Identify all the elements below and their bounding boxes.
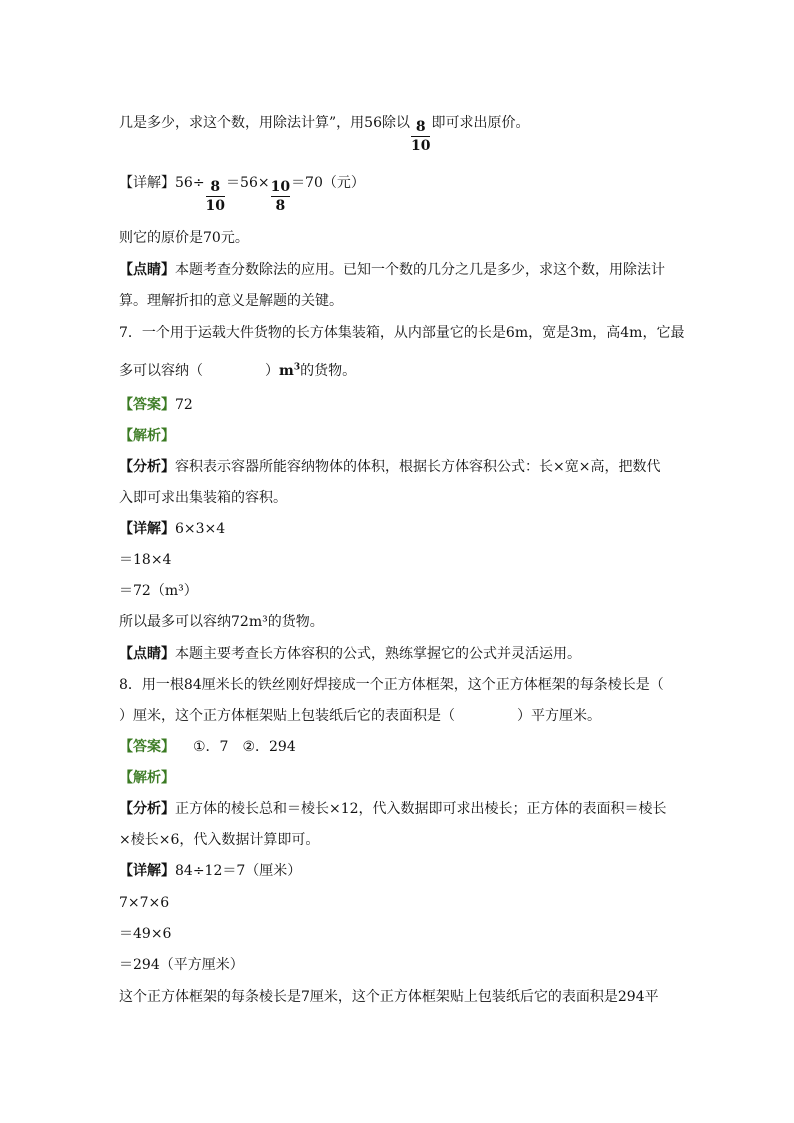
q7-unit-base: m [279, 363, 294, 379]
fraction-bar [271, 196, 290, 197]
detail6-fraction1 [206, 179, 225, 214]
q7-line2-a: 多可以容纳（ [119, 363, 203, 379]
q8-line2 [119, 707, 601, 725]
fraction-bar [206, 196, 225, 197]
fraction-numerator: 8 [210, 179, 221, 195]
comment6-line1 [119, 261, 665, 279]
q8-line2-a: ）厘米，这个正方体框架贴上包装纸后它的表面积是（ [119, 708, 455, 724]
q8-fenxi-text1: 正方体的棱长总和＝棱长×12，代入数据即可求出棱长；正方体的表面积＝棱长 [175, 801, 667, 817]
detail6-part1: 56÷ [175, 175, 205, 191]
q7-calc2: ＝18×4 [119, 552, 172, 568]
detail6-part3: ＝70（元） [291, 175, 365, 191]
q8-analysis-label: 【解析】 [119, 770, 175, 786]
q7-line2-c: 的货物。 [300, 363, 357, 379]
q8-analysis-line [119, 769, 175, 787]
q8-calc1: 84÷12＝7（厘米） [175, 863, 302, 879]
fraction-denominator: 10 [205, 198, 226, 214]
detail6-part2: ＝56× [226, 175, 270, 191]
q7-detail-line [119, 520, 225, 538]
q7-fenxi-text1: 容积表示容器所能容纳物体的体积，根据长方体容积公式：长×宽×高，把数代 [175, 459, 661, 475]
q7-line2-b: ） [265, 363, 279, 379]
comment6-label: 【点睛】 [119, 262, 175, 278]
q7-comment: 本题主要考查长方体容积的公式，熟练掌握它的公式并灵活运用。 [175, 646, 581, 662]
q8-line1: 8．用一根84厘米长的铁丝刚好焊接成一个正方体框架，这个正方体框架的每条棱长是（ [119, 677, 664, 693]
q8-answer-label: 【答案】 [119, 739, 175, 755]
q7-analysis-label: 【解析】 [119, 428, 175, 444]
q7-analysis-line [119, 427, 175, 445]
q7-line1: 7．一个用于运载大件货物的长方体集装箱，从内部量它的长是6m，宽是3m，高4m，它最 [119, 325, 685, 341]
q8-calc3: ＝49×6 [119, 926, 172, 942]
fraction-denominator: 10 [410, 138, 431, 154]
intro-line [119, 114, 529, 154]
fraction-denominator: 8 [275, 198, 286, 214]
detail6-fraction2 [271, 179, 290, 214]
q7-conclusion: 所以最多可以容纳72m³的货物。 [119, 614, 324, 630]
q8-detail-line [119, 862, 301, 880]
q7-unit [279, 363, 300, 379]
q7-answer-line [119, 396, 193, 414]
conclusion6: 则它的原价是70元。 [119, 230, 249, 246]
fraction-bar [411, 136, 430, 137]
q7-fenxi-line2: 入即可求出集装箱的容积。 [119, 490, 287, 506]
q7-comment-line [119, 645, 581, 663]
detail6-label: 【详解】 [119, 175, 175, 191]
q7-answer: 72 [175, 397, 193, 413]
q8-calc2: 7×7×6 [119, 895, 170, 911]
comment6-text1: 本题考查分数除法的应用。已知一个数的几分之几是多少，求这个数，用除法计 [175, 262, 665, 278]
q8-answer-line [119, 738, 296, 756]
q7-calc1: 6×3×4 [175, 521, 226, 537]
q8-calc4: ＝294（平方厘米） [119, 957, 244, 973]
intro-text-after: 即可求出原价。 [431, 115, 530, 131]
q8-answer: ①．7 ②．294 [193, 739, 296, 755]
q7-fenxi-line1 [119, 458, 660, 476]
q8-line2-b: ）平方厘米。 [517, 708, 601, 724]
q8-fenxi-line2: ×棱长×6，代入数据计算即可。 [119, 832, 320, 848]
q8-fenxi-label: 【分析】 [119, 801, 175, 817]
comment6-line2: 算。理解折扣的意义是解题的关键。 [119, 293, 343, 309]
detail6-line [119, 174, 365, 214]
q8-fenxi-line1 [119, 800, 667, 818]
intro-text-before: 几是多少，求这个数，用除法计算”，用56除以 [119, 115, 410, 131]
q7-unit-sup: 3 [293, 362, 301, 373]
fraction-numerator: 8 [415, 119, 426, 135]
q7-fenxi-label: 【分析】 [119, 459, 175, 475]
fraction-numerator: 10 [270, 179, 291, 195]
q8-detail-label: 【详解】 [119, 863, 175, 879]
fraction-8-10 [411, 119, 430, 154]
q7-line2 [119, 362, 356, 380]
q7-calc3: ＝72（m³） [119, 583, 198, 599]
q7-answer-label: 【答案】 [119, 397, 175, 413]
q7-comment-label: 【点睛】 [119, 646, 175, 662]
q8-conclusion: 这个正方体框架的每条棱长是7厘米，这个正方体框架贴上包装纸后它的表面积是294平 [119, 989, 659, 1005]
q7-detail-label: 【详解】 [119, 521, 175, 537]
